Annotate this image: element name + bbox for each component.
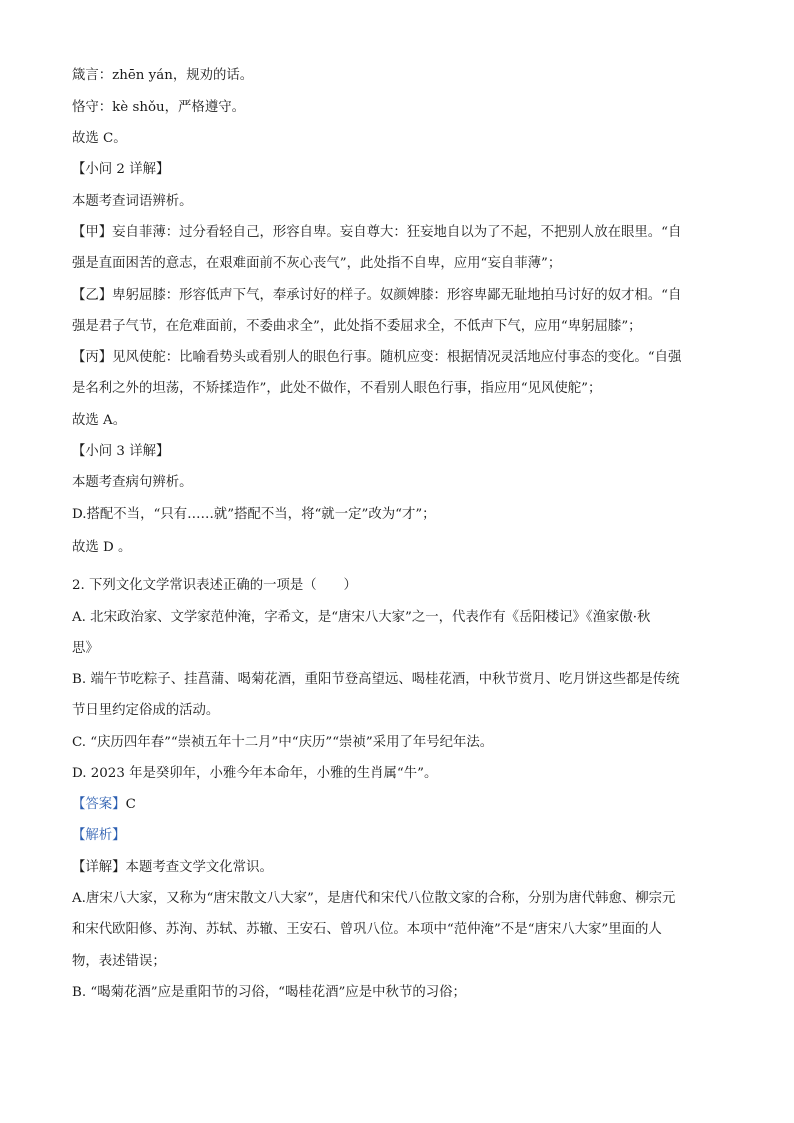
text-line: 物，表述错误； — [72, 954, 166, 969]
text-line: 强是直面困苦的意志，在艰难面前不灰心丧气”，此处指不自卑，应用“妄自菲薄”； — [72, 256, 562, 271]
option-d: D. 2023 年是癸卯年，小雅今年本命年，小雅的生肖属“牛”。 — [72, 766, 438, 781]
text-line: 故选 D 。 — [72, 540, 132, 555]
text-line: 恪守：kè shǒu，严格遵守。 — [72, 100, 245, 115]
text-line: 本题考查病句辨析。 — [72, 475, 193, 490]
text-line: D.搭配不当，“只有……就”搭配不当，将“就一定”改为“才”； — [72, 507, 436, 522]
text-line: 【丙】见风使舵：比喻看势头或看别人的眼色行事。随机应变：根据情况灵活地应付事态的变化。“自强 — [72, 350, 682, 365]
text-line: 强是君子气节，在危难面前，不委曲求全”，此处指不委屈求全，不低声下气，应用“卑躬屈膝”； — [72, 319, 642, 334]
option-b-cont: 节日里约定俗成的活动。 — [72, 703, 220, 718]
analysis-label: 【解析】 — [72, 828, 126, 843]
text-line: 和宋代欧阳修、苏洵、苏轼、苏辙、王安石、曾巩八位。本项中“范仲淹”不是“唐宋八大家”里面的人 — [72, 922, 662, 937]
sub-question-heading: 【小问 3 详解】 — [72, 444, 170, 459]
answer-value: C — [125, 797, 136, 812]
question-stem: 2. 下列文化文学常识表述正确的一项是（ ） — [72, 578, 357, 593]
option-a-cont: 思》 — [72, 641, 99, 656]
text-line: 【甲】妄自菲薄：过分看轻自己，形容自卑。妄自尊大：狂妄地自以为了不起，不把别人放在眼里。“自 — [72, 225, 682, 240]
text-line: A.唐宋八大家，又称为“唐宋散文八大家”，是唐代和宋代八位散文家的合称，分别为唐代韩愈、柳宗元 — [72, 891, 676, 906]
text-line: 故选 A。 — [72, 413, 127, 428]
text-line: 箴言：zhēn yán，规劝的话。 — [72, 68, 254, 83]
option-c: C. “庆历四年春”“崇祯五年十二月”中“庆历”“崇祯”采用了年号纪年法。 — [72, 735, 494, 750]
text-line: 故选 C。 — [72, 131, 127, 146]
text-line: 本题考查词语辨析。 — [72, 194, 193, 209]
option-a: A. 北宋政治家、文学家范仲淹，字希文，是“唐宋八大家”之一，代表作有《岳阳楼记》《渔家傲·秋 — [72, 610, 651, 625]
text-line: 【乙】卑躬屈膝：形容低声下气，奉承讨好的样子。奴颜婢膝：形容卑鄙无耻地拍马讨好的奴才相。“自 — [72, 288, 682, 303]
text-line: B. “喝菊花酒”应是重阳节的习俗，“喝桂花酒”应是中秋节的习俗； — [72, 985, 466, 1000]
sub-question-heading: 【小问 2 详解】 — [72, 162, 170, 177]
option-b: B. 端午节吃粽子、挂菖蒲、喝菊花酒，重阳节登高望远、喝桂花酒，中秋节赏月、吃月饼这些都是传统 — [72, 672, 680, 687]
answer-label: 【答案】 — [72, 797, 126, 812]
answer-line — [72, 795, 722, 815]
text-line: 是名利之外的坦荡，不矫揉造作”，此处不做作，不看别人眼色行事，指应用“见风使舵”； — [72, 381, 602, 396]
text-line: 【详解】本题考查文学文化常识。 — [72, 860, 273, 875]
